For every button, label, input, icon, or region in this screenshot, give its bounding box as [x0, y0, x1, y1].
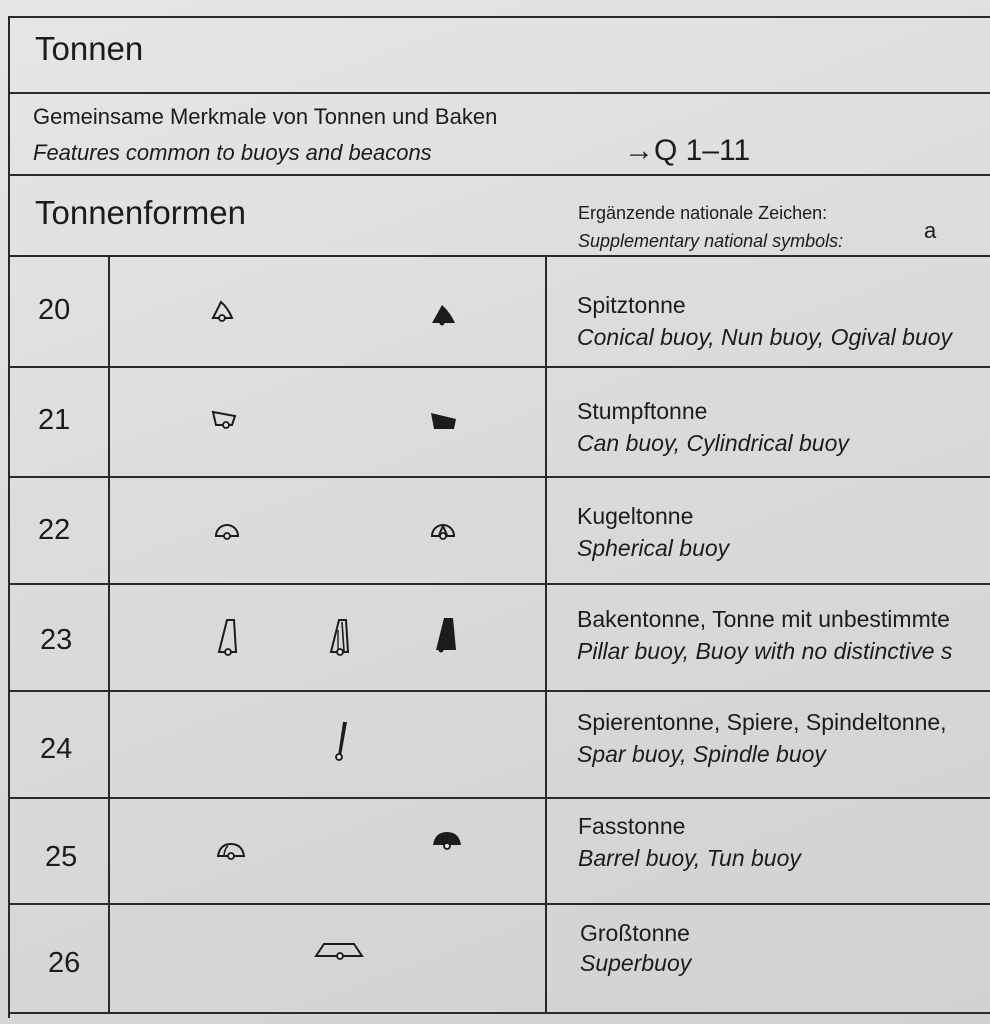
- divider: [8, 174, 990, 176]
- conical-filled-icon: [428, 296, 458, 326]
- row-number: 24: [40, 733, 73, 765]
- conical-outline-icon: [208, 294, 238, 324]
- symbol-name-en: Conical buoy, Nun buoy, Ogival buoy: [577, 324, 953, 350]
- pillar-filled-icon: [432, 612, 462, 658]
- row-divider: [8, 583, 990, 585]
- superbuoy-icon: [312, 938, 368, 964]
- symbol-name-de: Bakentonne, Tonne mit unbestimmte: [577, 606, 950, 632]
- symbol-name-de: Spitztonne: [577, 292, 686, 318]
- page-title: Tonnen: [35, 30, 144, 67]
- can-outline-icon: [210, 405, 242, 431]
- row-divider: [8, 797, 990, 799]
- column-divider: [108, 255, 110, 1012]
- row-number: 21: [38, 404, 71, 436]
- row-divider: [8, 476, 990, 478]
- row-divider: [8, 690, 990, 692]
- supplementary-en: Supplementary national symbols:: [578, 231, 844, 251]
- symbol-name-en: Spherical buoy: [577, 535, 730, 561]
- section-title: Tonnenformen: [35, 194, 246, 231]
- pillar-hatched-icon: [326, 614, 356, 660]
- spherical-outline-icon: [212, 518, 242, 544]
- row-number: 22: [38, 514, 71, 546]
- barrel-filled-icon: [430, 828, 464, 854]
- row-number: 25: [45, 841, 78, 873]
- table-frame: [8, 16, 990, 1018]
- barrel-outline-icon: [214, 838, 248, 864]
- column-divider: [545, 255, 547, 1012]
- row-number: 20: [38, 294, 71, 326]
- common-features-de: Gemeinsame Merkmale von Tonnen und Baken: [33, 104, 498, 129]
- symbol-name-de: Kugeltonne: [577, 503, 694, 529]
- row-divider: [8, 1012, 990, 1014]
- symbol-name-de: Spierentonne, Spiere, Spindeltonne,: [577, 709, 947, 735]
- symbol-name-en: Pillar buoy, Buoy with no distinctive s: [577, 638, 953, 664]
- divider: [8, 92, 990, 94]
- supplementary-de: Ergänzende nationale Zeichen:: [578, 203, 828, 223]
- symbol-name-en: Can buoy, Cylindrical buoy: [577, 430, 849, 456]
- supplementary-column-label: a: [924, 218, 937, 243]
- cross-reference: →Q 1–11: [624, 134, 751, 167]
- symbol-name-en: Spar buoy, Spindle buoy: [577, 741, 826, 767]
- common-features-en: Features common to buoys and beacons: [33, 140, 432, 165]
- row-number: 23: [40, 624, 73, 656]
- symbol-name-en: Superbuoy: [580, 950, 692, 976]
- pillar-outline-icon: [214, 614, 244, 660]
- symbol-name-en: Barrel buoy, Tun buoy: [578, 845, 801, 871]
- row-number: 26: [48, 947, 81, 979]
- row-divider: [8, 903, 990, 905]
- symbol-name-de: Fasstonne: [578, 813, 686, 839]
- can-filled-icon: [428, 406, 460, 432]
- row-divider: [8, 366, 990, 368]
- divider: [8, 255, 990, 257]
- spherical-marked-icon: [428, 518, 458, 544]
- symbol-name-de: Stumpftonne: [577, 398, 708, 424]
- spar-icon: [330, 718, 352, 764]
- symbol-name-de: Großtonne: [580, 920, 690, 946]
